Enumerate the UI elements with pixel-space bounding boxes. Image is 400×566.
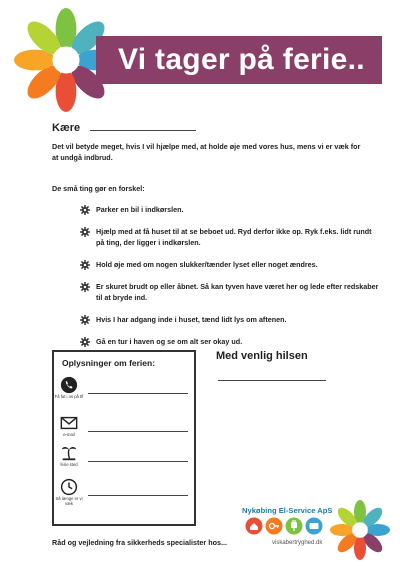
gear-icon [80, 315, 90, 325]
service-icons [244, 516, 324, 536]
palm-tree-icon [60, 444, 78, 462]
list-item [80, 314, 380, 325]
gear-icon [80, 205, 90, 215]
phone-icon [60, 376, 78, 394]
list-item [80, 336, 380, 347]
footer-text: Råd og vejledning fra sikkerheds specialister hos... [52, 538, 227, 547]
tip-text: Hjælp med at få huset til at se beboet ud. Ryd derfor ikke op. Ryk f.eks. lidt rundt på ting, der ligger i indkørslen. [96, 227, 372, 247]
duration-write-line [88, 495, 188, 496]
list-item [80, 259, 380, 270]
gear-icon [80, 260, 90, 270]
intro-text: Det vil betyde meget, hvis I vil hjælpe med, at holde øje med vores hus, mens vi er væk for at undgå indbrud. [52, 142, 361, 162]
recipient-name-line [90, 130, 196, 131]
envelope-icon [60, 414, 78, 432]
list-item [80, 281, 380, 303]
section-title: De små ting gør en forskel: [52, 184, 145, 193]
tip-text: Gå en tur i haven og se om alt ser okay ud. [96, 337, 243, 346]
list-item [80, 204, 380, 215]
gear-icon [80, 337, 90, 347]
info-box-title: Oplysninger om ferien: [62, 358, 156, 368]
duration-field-label: Så længe er vi væk [55, 496, 83, 506]
clock-icon [60, 478, 78, 496]
signature-line [218, 380, 326, 381]
page-title: Vi tager på ferie.. [118, 43, 365, 76]
list-item [80, 226, 380, 248]
email-write-line [88, 431, 188, 432]
closing-text: Med venlig hilsen [216, 350, 308, 362]
gear-icon [80, 282, 90, 292]
flower-logo-small [330, 500, 390, 560]
tip-text: Hvis I har adgang inde i huset, tænd lidt lys om aftenen. [96, 315, 287, 324]
phone-write-line [88, 393, 188, 394]
salutation: Kære [52, 122, 81, 134]
destination-write-line [88, 461, 188, 462]
email-field-label: e-mail [63, 432, 75, 437]
tip-text: Er skuret brudt op eller åbnet. Så kan tyven have været her og lede efter redskaber til at bryde ind. [96, 282, 379, 302]
phone-field-label: Få fat i os på tlf [54, 394, 84, 399]
tips-list [80, 204, 380, 358]
gear-icon [80, 227, 90, 237]
tip-text: Parker en bil i indkørslen. [96, 205, 184, 214]
destination-field-label: ferie sted [60, 462, 78, 467]
company-name: Nykøbing El-Service ApS [242, 506, 333, 515]
website-text: viskabertryghed.dk [272, 540, 323, 546]
tip-text: Hold øje med om nogen slukker/tænder lyset eller noget ændres. [96, 260, 318, 269]
